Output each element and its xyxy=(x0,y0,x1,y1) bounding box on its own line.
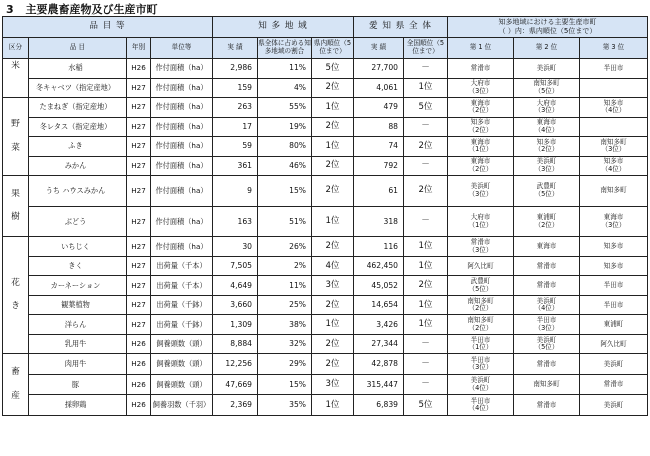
city-third xyxy=(580,78,648,98)
aichi-value: 318 xyxy=(354,206,404,237)
chita-value: 263 xyxy=(213,98,258,118)
aichi-value: 315,447 xyxy=(354,374,404,394)
item-unit: 飼養頭数（頭） xyxy=(151,334,213,354)
item-unit: 作付面積（ha） xyxy=(151,98,213,118)
table-row xyxy=(3,137,648,157)
header-second: 第 2 位 xyxy=(514,38,580,59)
item-name: いちじく xyxy=(29,237,127,257)
chita-rank: 3位 xyxy=(312,276,354,296)
chita-share: 11% xyxy=(258,276,312,296)
city-second: 常滑市 xyxy=(514,256,580,276)
aichi-rank: 5位 xyxy=(404,395,448,416)
table-row xyxy=(3,256,648,276)
category-char: 畜 xyxy=(11,367,20,378)
city-second: 大府市 （3位） xyxy=(514,98,580,118)
item-year: H27 xyxy=(127,156,151,176)
city-first: 美浜町 （3位） xyxy=(448,176,514,207)
category-char: き xyxy=(11,301,20,312)
city-third: 知多市 （4位） xyxy=(580,98,648,118)
city-third: 知多市 xyxy=(580,237,648,257)
category-char: 野 xyxy=(11,119,20,130)
city-third: 知多市 （4位） xyxy=(580,156,648,176)
aichi-value: 74 xyxy=(354,137,404,157)
item-year: H27 xyxy=(127,206,151,237)
aichi-rank: 2位 xyxy=(404,276,448,296)
city-second: 武豊町 （5位） xyxy=(514,176,580,207)
item-year: H26 xyxy=(127,334,151,354)
header-rank: 県内順位（5位まで） xyxy=(312,38,354,59)
item-unit: 作付面積（ha） xyxy=(151,206,213,237)
chita-value: 163 xyxy=(213,206,258,237)
item-name: みかん xyxy=(29,156,127,176)
item-year: H27 xyxy=(127,315,151,335)
city-second: 美浜町 （5位） xyxy=(514,334,580,354)
chita-rank: 2位 xyxy=(312,295,354,315)
item-name: 洋らん xyxy=(29,315,127,335)
item-unit: 作付面積（ha） xyxy=(151,156,213,176)
city-first: 大府市 （3位） xyxy=(448,78,514,98)
city-first: 半田市 （3位） xyxy=(448,354,514,374)
item-unit: 飼養羽数（千羽） xyxy=(151,395,213,416)
city-third: 半田市 xyxy=(580,276,648,296)
aichi-value: 42,878 xyxy=(354,354,404,374)
aichi-value: 479 xyxy=(354,98,404,118)
item-name: きく xyxy=(29,256,127,276)
category-cell xyxy=(3,176,29,237)
aichi-value: 116 xyxy=(354,237,404,257)
aichi-rank: － xyxy=(404,156,448,176)
aichi-rank: － xyxy=(404,206,448,237)
table-row xyxy=(3,295,648,315)
aichi-value: 27,344 xyxy=(354,334,404,354)
category-char: 果 xyxy=(11,189,20,199)
item-name: 採卵鶏 xyxy=(29,395,127,416)
item-unit: 出荷量（千鉢） xyxy=(151,315,213,335)
chita-rank: 4位 xyxy=(312,256,354,276)
city-first: 東海市 （1位） xyxy=(448,137,514,157)
chita-share: 46% xyxy=(258,156,312,176)
aichi-rank: － xyxy=(404,374,448,394)
table-row xyxy=(3,315,648,335)
chita-share: 15% xyxy=(258,374,312,394)
chita-share: 51% xyxy=(258,206,312,237)
chita-value: 361 xyxy=(213,156,258,176)
city-second: 美浜町 xyxy=(514,59,580,79)
chita-share: 19% xyxy=(258,117,312,137)
aichi-rank: － xyxy=(404,59,448,79)
city-first: 常滑市 xyxy=(448,59,514,79)
chita-value: 12,256 xyxy=(213,354,258,374)
aichi-value: 88 xyxy=(354,117,404,137)
city-first: 東海市 （2位） xyxy=(448,156,514,176)
header-aichi-jisseki: 実 績 xyxy=(354,38,404,59)
category-char: 菜 xyxy=(11,142,20,153)
chita-share: 25% xyxy=(258,295,312,315)
table-row xyxy=(3,276,648,296)
city-first: 南知多町 （2位） xyxy=(448,295,514,315)
table-row xyxy=(3,354,648,374)
chita-share: 29% xyxy=(258,354,312,374)
city-first: 常滑市 （3位） xyxy=(448,237,514,257)
city-third: 半田市 xyxy=(580,295,648,315)
city-second: 半田市 （3位） xyxy=(514,315,580,335)
item-unit: 飼養頭数（頭） xyxy=(151,354,213,374)
item-year: H27 xyxy=(127,78,151,98)
chita-share: 15% xyxy=(258,176,312,207)
chita-value: 159 xyxy=(213,78,258,98)
item-name: 水稲 xyxy=(29,59,127,79)
item-year: H27 xyxy=(127,256,151,276)
category-char: 産 xyxy=(11,390,20,401)
category-cell xyxy=(3,98,29,176)
table-row xyxy=(3,374,648,394)
aichi-value: 4,061 xyxy=(354,78,404,98)
city-first: 阿久比町 xyxy=(448,256,514,276)
item-year: H26 xyxy=(127,374,151,394)
chita-share: 38% xyxy=(258,315,312,335)
chita-rank: 5位 xyxy=(312,59,354,79)
aichi-rank: 1位 xyxy=(404,78,448,98)
table-row xyxy=(3,334,648,354)
city-third: 東海市 （3位） xyxy=(580,206,648,237)
city-first: 大府市 （1位） xyxy=(448,206,514,237)
chita-value: 1,309 xyxy=(213,315,258,335)
chita-rank: 2位 xyxy=(312,78,354,98)
city-second: 美浜町 （3位） xyxy=(514,156,580,176)
page-title xyxy=(6,1,158,17)
header-hinmoku: 品 目 xyxy=(29,38,127,59)
chita-rank: 2位 xyxy=(312,354,354,374)
city-third: 南知多町 （3位） xyxy=(580,137,648,157)
item-name: 冬キャベツ（指定産地） xyxy=(29,78,127,98)
city-second: 南知多町 （5位） xyxy=(514,78,580,98)
chita-share: 55% xyxy=(258,98,312,118)
header-tani: 単位等 xyxy=(151,38,213,59)
aichi-value: 45,052 xyxy=(354,276,404,296)
item-name: たまねぎ（指定産地） xyxy=(29,98,127,118)
chita-value: 2,369 xyxy=(213,395,258,416)
item-unit: 飼養頭数（頭） xyxy=(151,374,213,394)
aichi-value: 6,839 xyxy=(354,395,404,416)
city-first: 南知多町 （2位） xyxy=(448,315,514,335)
table-row xyxy=(3,98,648,118)
item-unit: 作付面積（ha） xyxy=(151,78,213,98)
aichi-rank: 1位 xyxy=(404,315,448,335)
item-unit: 出荷量（千鉢） xyxy=(151,295,213,315)
chita-share: 35% xyxy=(258,395,312,416)
city-third: 知多市 xyxy=(580,256,648,276)
aichi-rank: 5位 xyxy=(404,98,448,118)
aichi-value: 792 xyxy=(354,156,404,176)
item-year: H27 xyxy=(127,295,151,315)
table-row xyxy=(3,117,648,137)
item-unit: 出荷量（千本） xyxy=(151,256,213,276)
aichi-rank: 2位 xyxy=(404,176,448,207)
aichi-rank: 1位 xyxy=(404,237,448,257)
item-name: 肉用牛 xyxy=(29,354,127,374)
aichi-rank: 1位 xyxy=(404,256,448,276)
city-third: 阿久比町 xyxy=(580,334,648,354)
chita-share: 80% xyxy=(258,137,312,157)
aichi-rank: － xyxy=(404,117,448,137)
table-row xyxy=(3,156,648,176)
item-year: H26 xyxy=(127,354,151,374)
item-unit: 作付面積（ha） xyxy=(151,176,213,207)
table-row xyxy=(3,59,648,79)
city-second: 東浦町 （2位） xyxy=(514,206,580,237)
item-name: うち ハウスみかん xyxy=(29,176,127,207)
item-name: 乳用牛 xyxy=(29,334,127,354)
chita-share: 32% xyxy=(258,334,312,354)
header-cities-line1: 知多地域における主要生産市町 xyxy=(498,18,597,27)
chita-value: 59 xyxy=(213,137,258,157)
aichi-rank: － xyxy=(404,334,448,354)
city-second: 美浜町 （4位） xyxy=(514,295,580,315)
item-year: H27 xyxy=(127,137,151,157)
chita-rank: 1位 xyxy=(312,98,354,118)
item-unit: 出荷量（千本） xyxy=(151,276,213,296)
item-name: 豚 xyxy=(29,374,127,394)
item-year: H27 xyxy=(127,237,151,257)
item-unit: 作付面積（ha） xyxy=(151,237,213,257)
chita-rank: 1位 xyxy=(312,315,354,335)
city-second: 常滑市 xyxy=(514,395,580,416)
chita-share: 11% xyxy=(258,59,312,79)
item-name: ふき xyxy=(29,137,127,157)
chita-value: 4,649 xyxy=(213,276,258,296)
city-first: 半田市 （4位） xyxy=(448,395,514,416)
city-third: 常滑市 xyxy=(580,374,648,394)
aichi-value: 27,700 xyxy=(354,59,404,79)
chita-value: 30 xyxy=(213,237,258,257)
header-aichi-rank: 全国順位（5位まで） xyxy=(404,38,448,59)
city-third: 美浜町 xyxy=(580,395,648,416)
chita-rank: 2位 xyxy=(312,334,354,354)
category-cell xyxy=(3,237,29,354)
chita-value: 9 xyxy=(213,176,258,207)
chita-rank: 1位 xyxy=(312,137,354,157)
aichi-rank: － xyxy=(404,354,448,374)
section-title: 主要農畜産物及び生産市町 xyxy=(25,3,158,16)
city-first: 半田市 （1位） xyxy=(448,334,514,354)
city-first: 知多市 （2位） xyxy=(448,117,514,137)
city-second: 知多市 （2位） xyxy=(514,137,580,157)
category-cell: 米 xyxy=(3,59,29,98)
chita-value: 47,669 xyxy=(213,374,258,394)
item-year: H26 xyxy=(127,59,151,79)
city-second: 東海市 （4位） xyxy=(514,117,580,137)
item-name: 冬レタス（指定産地） xyxy=(29,117,127,137)
city-second: 東海市 xyxy=(514,237,580,257)
city-second: 南知多町 xyxy=(514,374,580,394)
chita-value: 3,660 xyxy=(213,295,258,315)
table-row xyxy=(3,395,648,416)
item-year: H26 xyxy=(127,395,151,416)
chita-value: 17 xyxy=(213,117,258,137)
city-first: 武豊町 （5位） xyxy=(448,276,514,296)
crop-production-table xyxy=(2,16,648,416)
aichi-value: 462,450 xyxy=(354,256,404,276)
city-second: 常滑市 xyxy=(514,354,580,374)
header-aichi-group: 愛 知 県 全 体 xyxy=(354,17,448,38)
header-cities-line2: （ ）内：県内順位（5位まで） xyxy=(498,27,597,35)
city-first: 東海市 （2位） xyxy=(448,98,514,118)
city-second: 常滑市 xyxy=(514,276,580,296)
section-number: 3 xyxy=(6,3,14,16)
chita-value: 8,884 xyxy=(213,334,258,354)
header-first: 第 1 位 xyxy=(448,38,514,59)
table-row xyxy=(3,206,648,237)
aichi-value: 61 xyxy=(354,176,404,207)
city-first: 美浜町 （4位） xyxy=(448,374,514,394)
chita-value: 7,505 xyxy=(213,256,258,276)
city-third xyxy=(580,117,648,137)
chita-share: 2% xyxy=(258,256,312,276)
table-row xyxy=(3,78,648,98)
aichi-value: 3,426 xyxy=(354,315,404,335)
header-cities-group xyxy=(448,17,648,38)
chita-value: 2,986 xyxy=(213,59,258,79)
chita-rank: 2位 xyxy=(312,237,354,257)
category-cell xyxy=(3,354,29,415)
item-year: H27 xyxy=(127,276,151,296)
table-row xyxy=(3,176,648,207)
category-char: 花 xyxy=(11,278,20,289)
item-year: H27 xyxy=(127,98,151,118)
header-nenbetsu: 年別 xyxy=(127,38,151,59)
category-char: 樹 xyxy=(11,212,20,223)
item-unit: 作付面積（ha） xyxy=(151,137,213,157)
aichi-rank: 1位 xyxy=(404,295,448,315)
header-jisseki: 実 績 xyxy=(213,38,258,59)
city-third: 半田市 xyxy=(580,59,648,79)
chita-share: 26% xyxy=(258,237,312,257)
chita-rank: 3位 xyxy=(312,374,354,394)
chita-rank: 2位 xyxy=(312,117,354,137)
item-name: 観葉植物 xyxy=(29,295,127,315)
header-kubun: 区分 xyxy=(3,38,29,59)
aichi-value: 14,654 xyxy=(354,295,404,315)
item-unit: 作付面積（ha） xyxy=(151,117,213,137)
header-item-group: 品 目 等 xyxy=(3,17,213,38)
chita-share: 4% xyxy=(258,78,312,98)
item-year: H27 xyxy=(127,176,151,207)
item-name: カーネーション xyxy=(29,276,127,296)
city-third: 南知多町 xyxy=(580,176,648,207)
item-unit: 作付面積（ha） xyxy=(151,59,213,79)
chita-rank: 1位 xyxy=(312,395,354,416)
header-share: 県全体に占める知多地域の割合 xyxy=(258,38,312,59)
city-third: 東浦町 xyxy=(580,315,648,335)
chita-rank: 2位 xyxy=(312,176,354,207)
header-third: 第 3 位 xyxy=(580,38,648,59)
header-chita-group: 知 多 地 域 xyxy=(213,17,354,38)
chita-rank: 1位 xyxy=(312,206,354,237)
item-name: ぶどう xyxy=(29,206,127,237)
item-year: H27 xyxy=(127,117,151,137)
city-third: 美浜町 xyxy=(580,354,648,374)
chita-rank: 2位 xyxy=(312,156,354,176)
table-row xyxy=(3,237,648,257)
aichi-rank: 2位 xyxy=(404,137,448,157)
